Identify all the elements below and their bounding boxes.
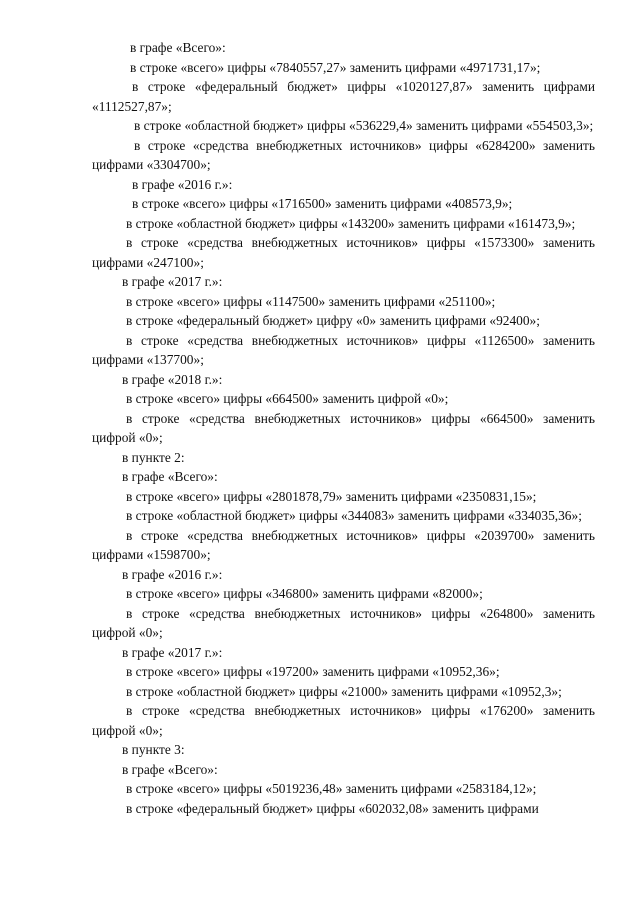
paragraph: в графе «Всего»:	[122, 469, 218, 484]
paragraph: в строке «средства внебюджетных источников» цифры «2039700» заменить цифрами «1598700»;	[92, 527, 595, 562]
paragraph: в графе «Всего»:	[130, 40, 226, 55]
paragraph: в графе «2016 г.»:	[132, 176, 233, 192]
paragraph: в строке «средства внебюджетных источников» цифры «6284200» заменить цифрами «3304700»;	[92, 137, 595, 172]
paragraph: в строке «средства внебюджетных источников» цифры «1573300» заменить цифрами «247100»;	[92, 235, 595, 270]
paragraph: в строке «средства внебюджетных источников» цифры «176200» заменить цифрой «0»;	[92, 703, 595, 738]
paragraph: в строке «областной бюджет» цифры «344083» заменить цифрами «334035,36»;	[126, 508, 582, 523]
paragraph: в строке «всего» цифры «2801878,79» заменить цифрами «2350831,15»;	[126, 488, 537, 504]
paragraph: в графе «Всего»:	[122, 761, 218, 777]
paragraph: в графе «2017 г.»:	[122, 644, 223, 660]
paragraph: в строке «областной бюджет» цифры «536229,4» заменить цифрами «554503,3»;	[134, 118, 594, 133]
paragraph: в строке «федеральный бюджет» цифру «0» заменить цифрами «92400»;	[126, 313, 540, 328]
paragraph: в строке «всего» цифры «7840557,27» заменить цифрами «4971731,17»;	[130, 59, 541, 75]
paragraph: в графе «2017 г.»:	[122, 274, 223, 289]
paragraph: в строке «средства внебюджетных источников» цифры «664500» заменить цифрой «0»;	[92, 410, 595, 445]
paragraph: в строке «всего» цифры «1147500» заменить цифрами «251100»;	[126, 293, 496, 309]
paragraph: в строке «областной бюджет» цифры «21000» заменить цифрами «10952,3»;	[126, 683, 562, 699]
paragraph: в строке «всего» цифры «664500» заменить цифрой «0»;	[126, 391, 449, 406]
paragraph: в графе «2016 г.»:	[122, 566, 223, 582]
document-body	[92, 38, 595, 818]
paragraph: в строке «областной бюджет» цифры «143200» заменить цифрами «161473,9»;	[126, 215, 576, 231]
paragraph: в строке «всего» цифры «1716500» заменить цифрами «408573,9»;	[132, 196, 513, 211]
paragraph: в строке «всего» цифры «5019236,48» заменить цифрами «2583184,12»;	[126, 781, 537, 796]
paragraph: в строке «федеральный бюджет» цифры «602032,08» заменить цифрами	[126, 800, 539, 816]
paragraph: в строке «всего» цифры «346800» заменить цифрами «82000»;	[126, 586, 483, 601]
paragraph: в пункте 2:	[122, 449, 185, 465]
paragraph: в строке «федеральный бюджет» цифры «1020127,87» заменить цифрами «1112527,87»;	[92, 79, 595, 114]
paragraph: в графе «2018 г.»:	[122, 371, 223, 387]
paragraph: в пункте 3:	[122, 742, 185, 757]
paragraph: в строке «средства внебюджетных источников» цифры «264800» заменить цифрой «0»;	[92, 605, 595, 640]
paragraph: в строке «средства внебюджетных источников» цифры «1126500» заменить цифрами «137700»;	[92, 332, 595, 367]
paragraph: в строке «всего» цифры «197200» заменить цифрами «10952,36»;	[126, 664, 500, 679]
